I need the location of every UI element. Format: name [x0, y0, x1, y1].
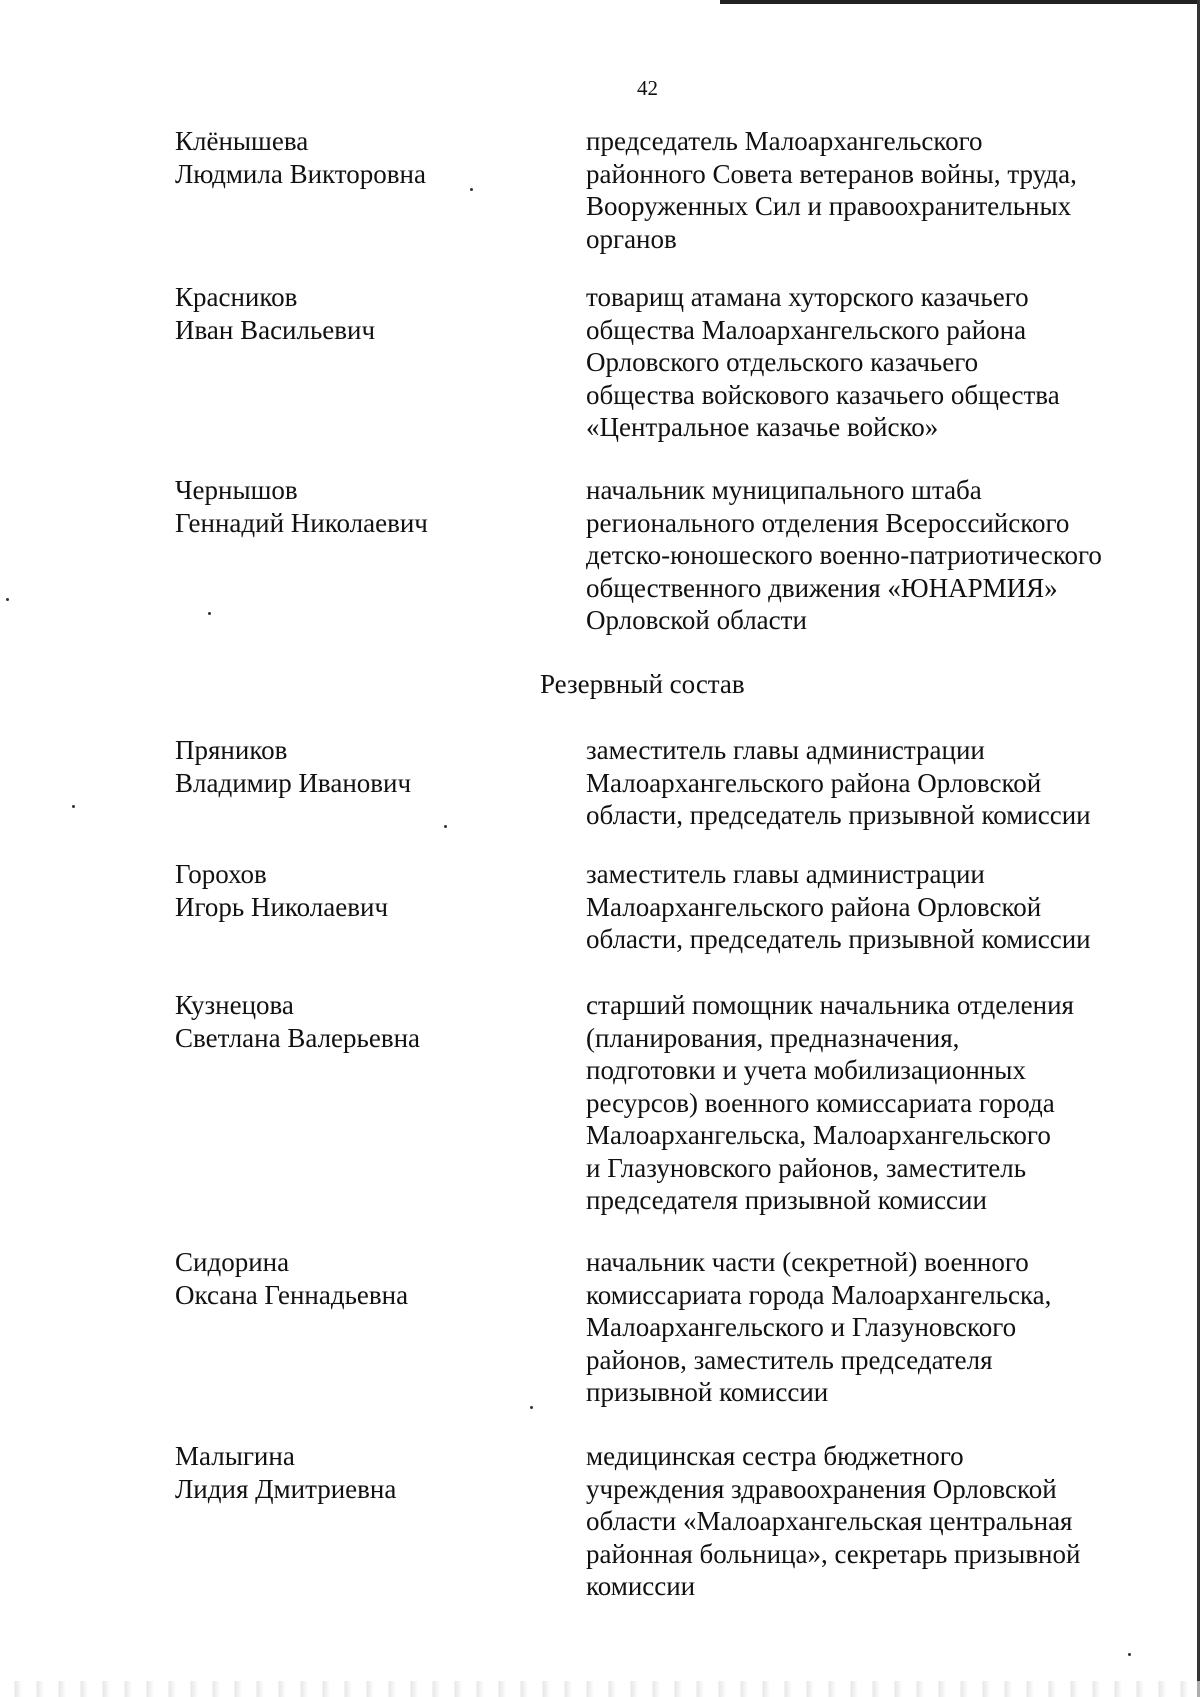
member-given-name: Иван Васильевич [175, 314, 376, 345]
role-line: Орловского отдельского казачьего [586, 347, 979, 377]
member-name [175, 125, 555, 190]
role-line: комиссии [586, 1571, 696, 1601]
member-name [175, 858, 555, 923]
reserve-section-heading: Резервный состав [540, 669, 745, 699]
scan-speck [208, 612, 211, 615]
scan-speck [470, 188, 473, 191]
scan-speck [72, 805, 75, 808]
member-given-name: Геннадий Николаевич [175, 507, 428, 538]
scan-speck [444, 825, 447, 828]
role-line: Малоархангельского и Глазуновского [586, 1312, 1017, 1342]
scan-bottom-edge [0, 1681, 1200, 1697]
role-line: общества Малоархангельского района [586, 314, 1027, 345]
scan-speck [6, 598, 9, 601]
member-role [586, 281, 1146, 444]
role-line: Орловской области [586, 605, 807, 635]
member-role [586, 989, 1146, 1217]
role-line: Малоархангельского района Орловской [586, 767, 1042, 798]
role-line: (планирования, предназначения, [586, 1022, 960, 1053]
member-role [586, 1246, 1146, 1409]
role-line: подготовки и учета мобилизационных [586, 1055, 1026, 1085]
member-surname: Сидорина [175, 1247, 290, 1277]
member-given-name: Игорь Николаевич [175, 891, 389, 922]
scan-top-edge [0, 0, 1200, 4]
role-line: медицинская сестра бюджетного [586, 1441, 964, 1471]
member-name [175, 989, 555, 1054]
role-line: заместитель главы администрации [586, 859, 985, 889]
member-surname: Чернышов [175, 475, 298, 505]
role-line: и Глазуновского районов, заместитель [586, 1152, 1027, 1183]
role-line: Вооруженных Сил и правоохранительных [586, 191, 1072, 221]
role-line: регионального отделения Всероссийского [586, 507, 1070, 538]
role-line: районов, заместитель председателя [586, 1344, 993, 1375]
role-line: Малоархангельска, Малоархангельского [586, 1120, 1051, 1150]
role-line: призывной комиссии [586, 1377, 829, 1407]
role-line: комиссариата города Малоархангельска, [586, 1279, 1052, 1310]
role-line: товарищ атамана хуторского казачьего [586, 282, 1029, 312]
role-line: общественного движения «ЮНАРМИЯ» [586, 572, 1058, 603]
member-given-name: Владимир Иванович [175, 767, 412, 798]
role-line: председатель Малоархангельского [586, 126, 983, 156]
role-line: начальник муниципального штаба [586, 475, 982, 505]
member-surname: Пряников [175, 735, 288, 765]
role-line: ресурсов) военного комиссариата города [586, 1087, 1055, 1118]
member-surname: Кузнецова [175, 990, 294, 1020]
member-given-name: Лидия Дмитриевна [175, 1473, 397, 1504]
member-name [175, 474, 555, 539]
scan-speck [530, 1406, 533, 1409]
member-name [175, 734, 555, 799]
member-surname: Клёнышева [175, 126, 309, 156]
member-name [175, 281, 555, 346]
role-line: области, председатель призывной комиссии [586, 924, 1091, 954]
member-name [175, 1246, 555, 1311]
role-line: районная больница», секретарь призывной [586, 1538, 1081, 1569]
member-role [586, 858, 1146, 956]
member-surname: Малыгина [175, 1441, 295, 1471]
role-line: области, председатель призывной комиссии [586, 800, 1091, 830]
role-line: председателя призывной комиссии [586, 1185, 987, 1215]
member-role [586, 125, 1146, 255]
member-given-name: Светлана Валерьевна [175, 1022, 421, 1053]
member-surname: Горохов [175, 859, 267, 889]
member-role [586, 474, 1146, 637]
page-number: 42 [637, 76, 658, 100]
role-line: общества войскового казачьего общества [586, 379, 1060, 410]
role-line: детско-юношеского военно-патриотического [586, 540, 1102, 570]
member-surname: Красников [175, 282, 298, 312]
role-line: районного Совета ветеранов войны, труда, [586, 158, 1077, 189]
role-line: области «Малоархангельская центральная [586, 1506, 1073, 1536]
member-name [175, 1440, 555, 1505]
member-role [586, 1440, 1146, 1603]
scan-speck [1128, 1653, 1131, 1656]
member-role [586, 734, 1146, 832]
role-line: Малоархангельского района Орловской [586, 891, 1042, 922]
role-line: органов [586, 223, 677, 254]
role-line: старший помощник начальника отделения [586, 990, 1074, 1020]
role-line: заместитель главы администрации [586, 735, 985, 765]
role-line: начальник части (секретной) военного [586, 1247, 1029, 1277]
member-given-name: Оксана Геннадьевна [175, 1279, 409, 1310]
role-line: учреждения здравоохранения Орловской [586, 1473, 1057, 1504]
member-given-name: Людмила Викторовна [175, 158, 426, 189]
role-line: «Центральное казачье войско» [586, 412, 939, 442]
